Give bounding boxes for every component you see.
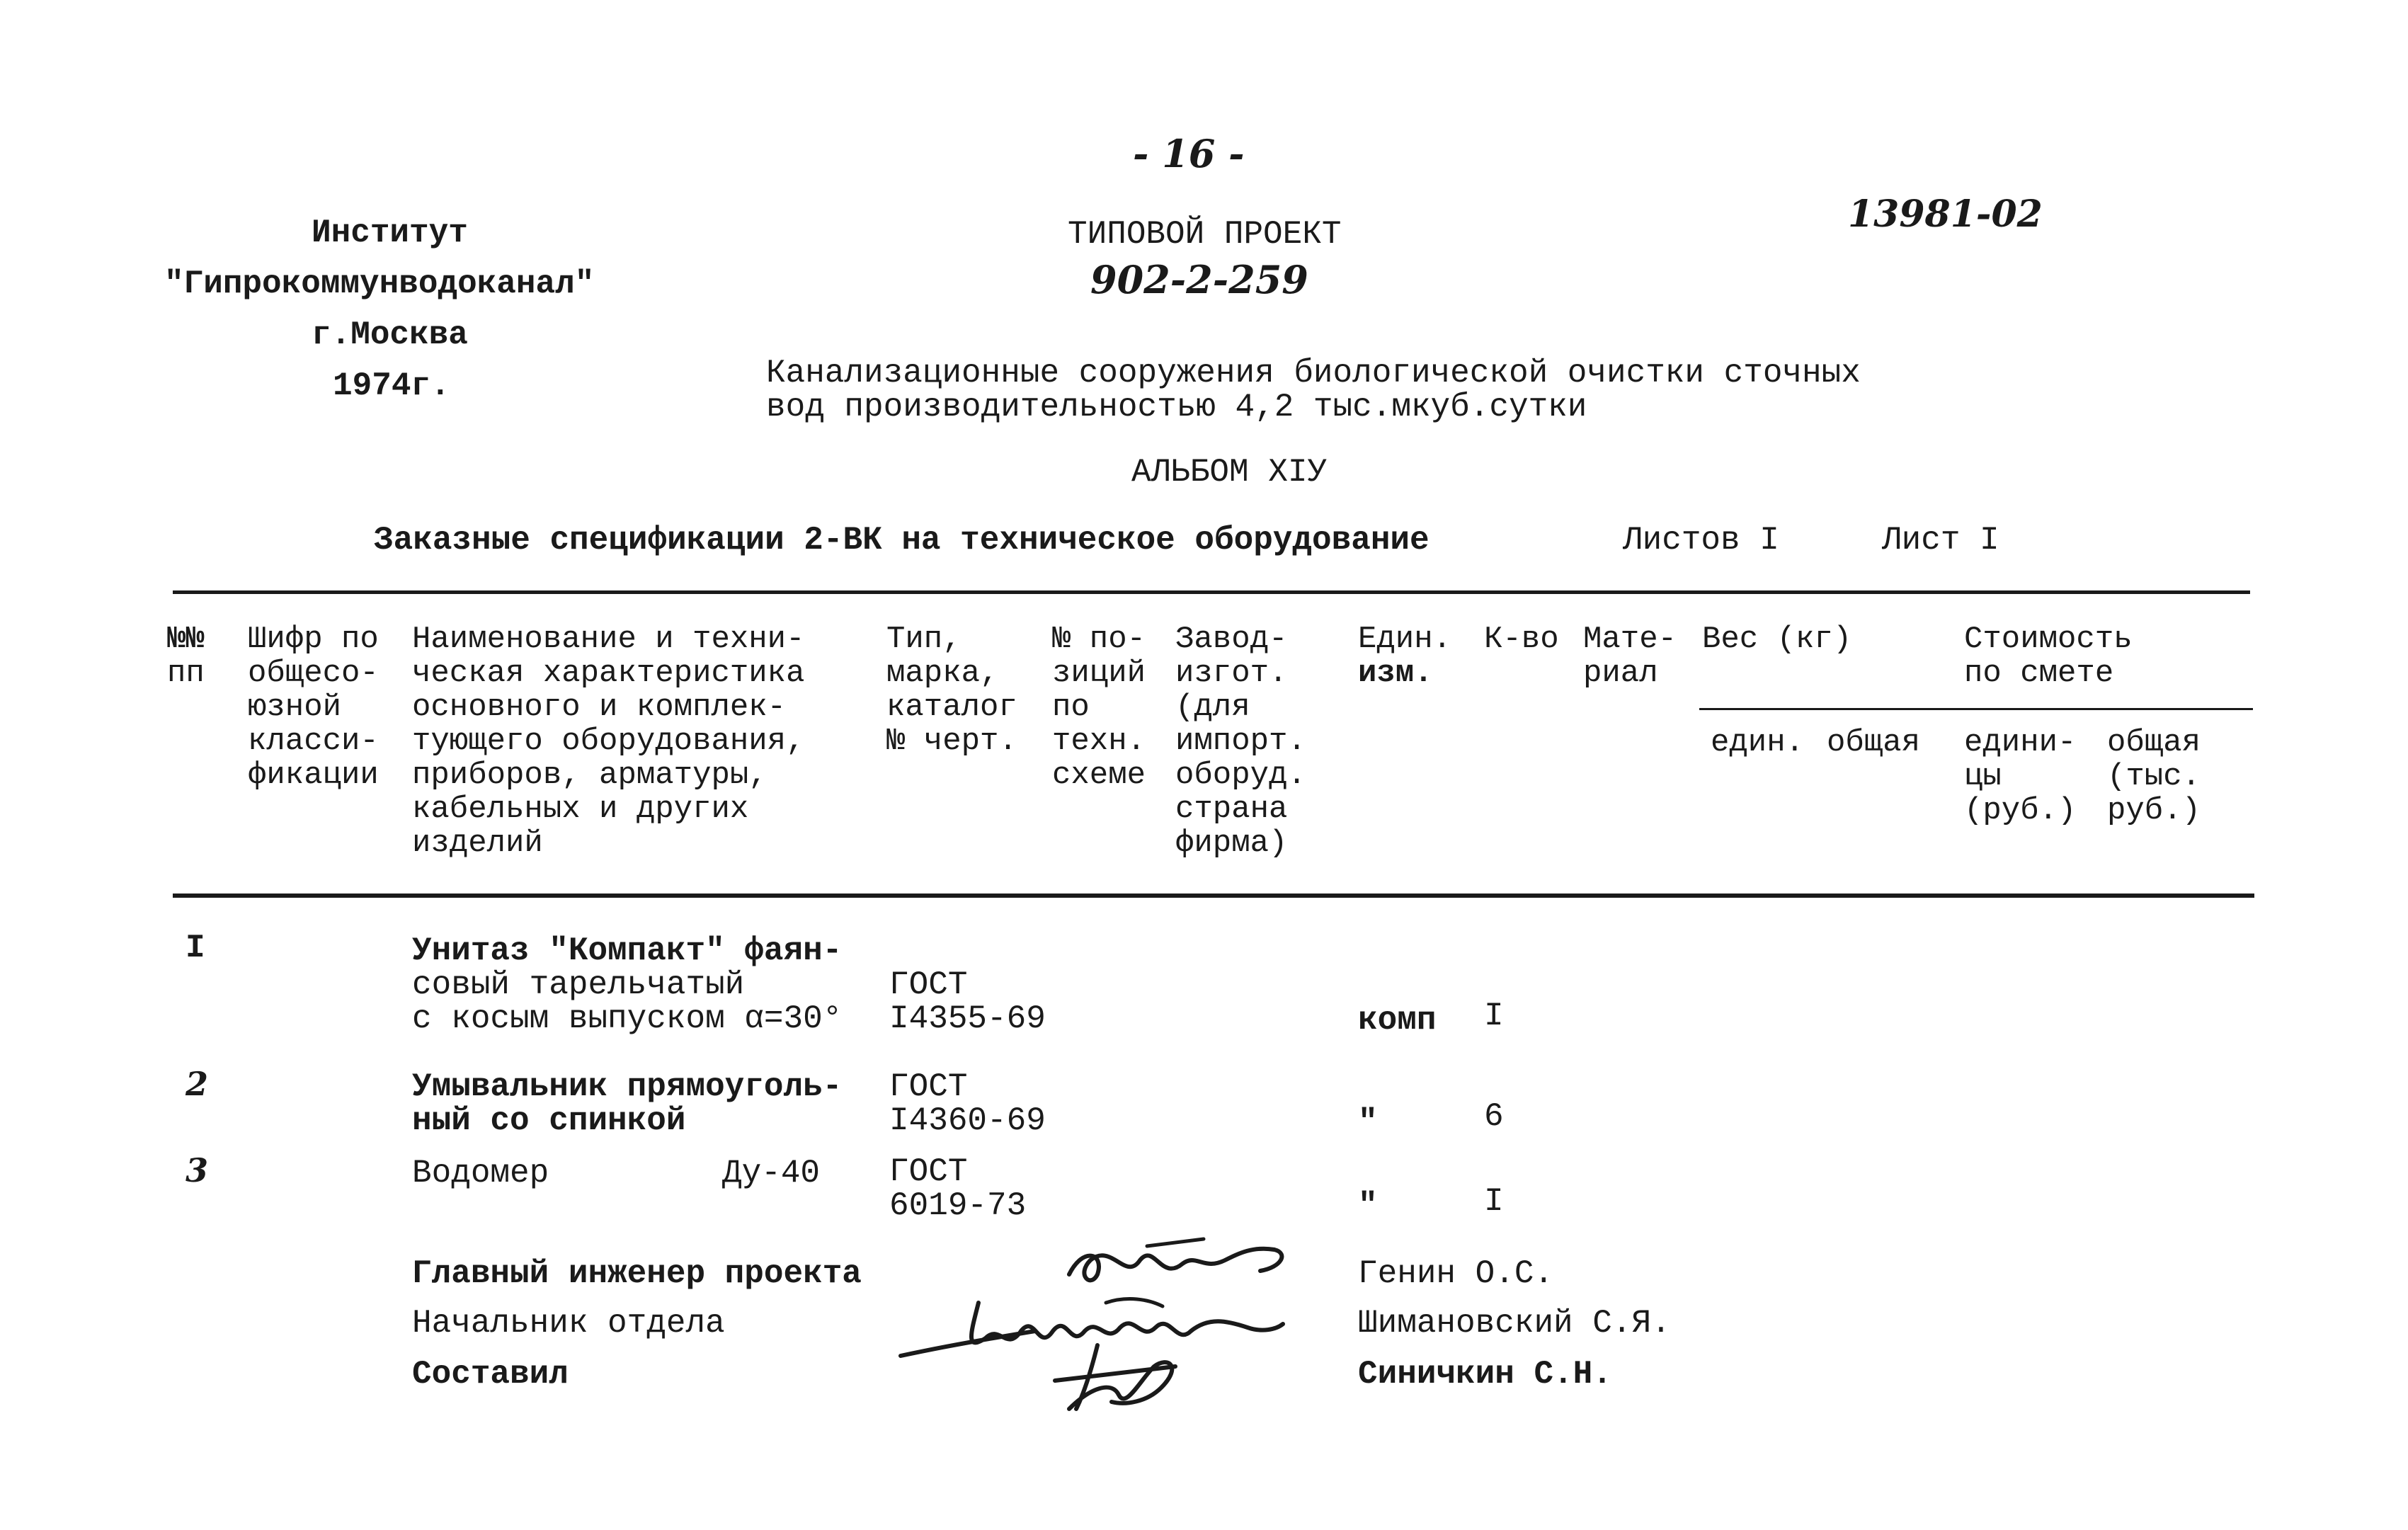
institute-city: г.Москва [312, 316, 468, 353]
row-qty: 6 [1484, 1098, 1504, 1135]
table-header-bottom-rule [173, 894, 2254, 898]
cost-subheader-rule [1699, 708, 2253, 710]
spec-title: Заказные спецификации 2-ВК на техническое оборудование [374, 522, 1430, 559]
row-unit: " [1358, 1104, 1378, 1141]
signature-role: Составил [412, 1356, 569, 1393]
project-number: 902-2-259 [1090, 257, 1308, 302]
handwritten-signature-3 [1041, 1338, 1197, 1416]
project-title-line1: Канализационные сооружения биологической очистки сточных [766, 355, 1861, 392]
row-num: 2 [186, 1065, 209, 1103]
page-number: - 16 - [1133, 131, 1245, 176]
signature-person: Шимановский С.Я. [1358, 1305, 1671, 1342]
signature-role: Начальник отдела [412, 1305, 725, 1342]
header-qty: К-во [1484, 622, 1559, 657]
row-qty: I [1484, 998, 1504, 1034]
institute-year: 1974г. [333, 367, 450, 404]
header-weight-total: общая [1827, 725, 1921, 760]
sheets-total: Листов I [1623, 522, 1779, 559]
handwritten-signature-1 [1062, 1232, 1303, 1296]
institute-name: "Гипрокоммунводоканал" [164, 266, 595, 302]
project-title-line2: вод производительностью 4,2 тыс.мкуб.сутки [766, 389, 1587, 426]
document-code: 13981-02 [1848, 193, 2043, 236]
row-unit: " [1358, 1187, 1378, 1224]
institute-label: Институт [312, 215, 468, 251]
project-label: ТИПОВОЙ ПРОЕКТ [1068, 216, 1342, 253]
signature-person: Генин О.С. [1358, 1255, 1554, 1292]
signature-person: Синичкин С.Н. [1358, 1356, 1612, 1393]
header-weight: Вес (кг) [1702, 622, 1852, 657]
signature-role: Главный инженер проекта [412, 1255, 862, 1292]
sheet-number: Лист I [1882, 522, 1999, 559]
table-top-rule [173, 590, 2250, 594]
row-unit: комп [1358, 1002, 1437, 1039]
row-num: I [186, 930, 205, 966]
header-weight-unit: един. [1711, 725, 1805, 760]
row-qty: I [1484, 1183, 1504, 1220]
album-title: АЛЬБОМ XIУ [1131, 454, 1328, 491]
row-num: 3 [186, 1151, 209, 1189]
